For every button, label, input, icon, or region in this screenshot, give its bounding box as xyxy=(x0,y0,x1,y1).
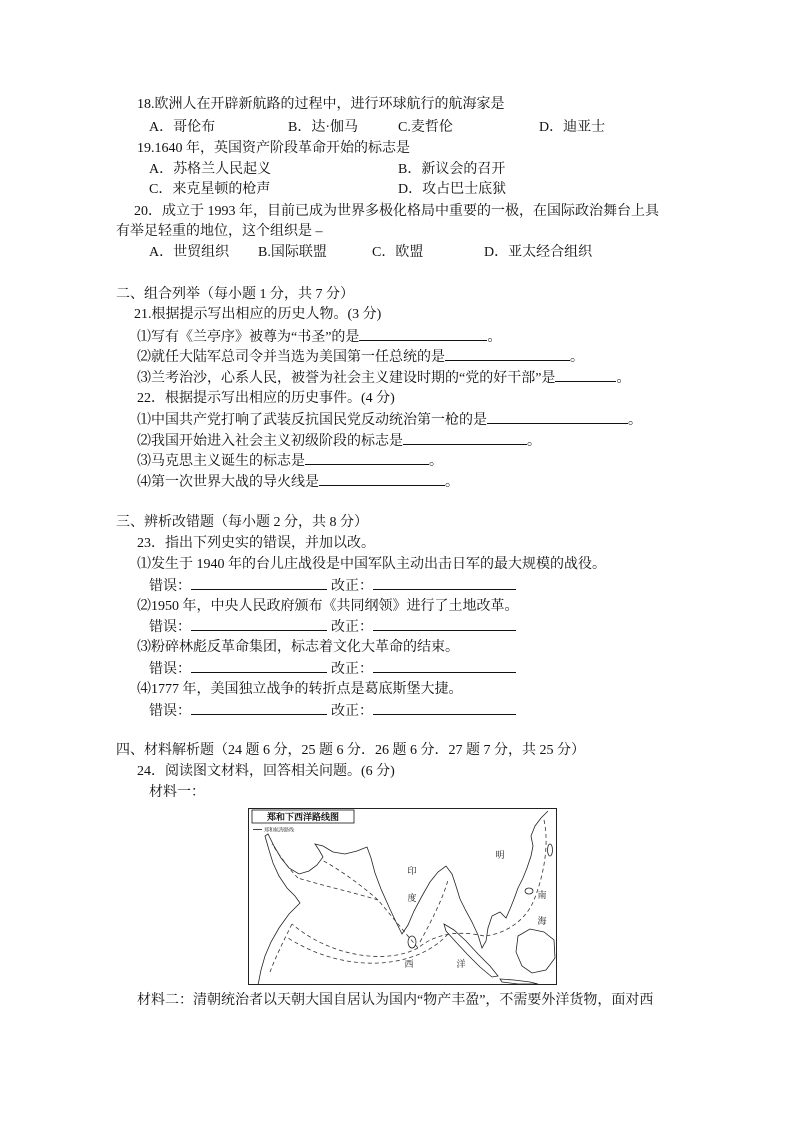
q22-item-2 xyxy=(137,432,541,450)
q23-item-2: ⑵1950 年，中央人民政府颁布《共同纲领》进行了土地改革。 xyxy=(137,599,519,614)
q19-option-b: B．新议会的召开 xyxy=(398,162,506,177)
q21-item-2-text: ⑵就任大陆军总司令并当选为美国第一任总统的是 xyxy=(137,350,445,365)
map-frame xyxy=(249,809,557,985)
q18-stem: 18.欧洲人在开辟新航路的过程中，进行环球航行的航海家是 xyxy=(137,97,505,112)
map-label-nan: 南 xyxy=(537,891,547,901)
q23-item-4-answer-row xyxy=(149,702,516,720)
q23-item-3-answer-row xyxy=(149,660,516,678)
q19-option-c: C．来克星顿的枪声 xyxy=(149,182,271,197)
error-label: 错误： xyxy=(149,579,191,594)
map-label-du: 度 xyxy=(407,894,417,904)
answer-blank xyxy=(319,473,445,486)
answer-blank xyxy=(305,452,429,465)
q20-stem-line2: 有举足轻重的地位，这个组织是 – xyxy=(116,224,323,239)
q20-option-b: B.国际联盟 xyxy=(258,245,327,260)
q18-option-d: D．迪亚士 xyxy=(539,120,606,135)
material1-label: 材料一： xyxy=(149,785,205,800)
answer-blank xyxy=(359,328,487,341)
error-label: 错误： xyxy=(149,704,191,719)
q21-item-3 xyxy=(137,369,630,387)
q20-stem-line1: 20．成立于 1993 年，目前已成为世界多极化格局中重要的一极，在国际政治舞台上具 xyxy=(134,204,659,219)
q23-item-3: ⑶粉碎林彪反革命集团，标志着文化大革命的结束。 xyxy=(137,640,459,655)
map-legend-text: 郑和航海路线 xyxy=(264,827,295,834)
q23-item-2-answer-row xyxy=(149,618,516,636)
fix-label: 改正： xyxy=(331,704,373,719)
q23-item-4: ⑷1777 年，美国独立战争的转折点是葛底斯堡大捷。 xyxy=(137,682,463,697)
q20-options xyxy=(0,244,794,262)
q22-item-4 xyxy=(137,473,459,491)
q20-option-c: C．欧盟 xyxy=(372,245,424,260)
q19-options-row2 xyxy=(0,181,794,199)
q22-item-1-text: ⑴中国共产党打响了武装反抗国民党反动统治第一枪的是 xyxy=(137,413,487,428)
section4-heading: 四、材料解析题（24 题 6 分，25 题 6 分．26 题 6 分．27 题 7 分，共 25 分） xyxy=(116,743,585,758)
q21-item-1 xyxy=(137,328,501,346)
answer-blank xyxy=(487,411,628,424)
answer-blank xyxy=(373,702,516,715)
q21-item-3-end: 。 xyxy=(616,371,631,386)
q18-options xyxy=(0,119,794,137)
answer-blank xyxy=(191,577,327,590)
fix-label: 改正： xyxy=(331,662,373,677)
q21-item-1-end: 。 xyxy=(487,330,502,345)
q22-stem: 22．根据提示写出相应的历史事件。(4 分) xyxy=(137,391,395,406)
map-label-xi: 西 xyxy=(404,960,414,970)
q19-options-row1 xyxy=(0,161,794,179)
q22-item-4-end: 。 xyxy=(445,475,459,490)
q20-option-a: A．世贸组织 xyxy=(149,245,230,260)
section3-heading: 三、辨析改错题（每小题 2 分，共 8 分） xyxy=(116,515,368,530)
answer-blank xyxy=(445,348,570,361)
map-svg xyxy=(248,808,557,985)
q22-item-2-text: ⑵我国开始进入社会主义初级阶段的标志是 xyxy=(137,434,403,449)
answer-blank xyxy=(191,702,327,715)
q22-item-3-text: ⑶马克思主义诞生的标志是 xyxy=(137,454,305,469)
q22-item-4-text: ⑷第一次世界大战的导火线是 xyxy=(137,475,319,490)
q18-option-c: C.麦哲伦 xyxy=(398,120,453,135)
q22-item-2-end: 。 xyxy=(527,434,541,449)
q22-item-3-end: 。 xyxy=(429,454,443,469)
q23-stem: 23．指出下列史实的错误，并加以改。 xyxy=(137,536,375,551)
answer-blank xyxy=(373,660,516,673)
map-label-ming: 明 xyxy=(495,851,505,861)
fix-label: 改正： xyxy=(331,579,373,594)
answer-blank xyxy=(555,369,616,382)
q21-item-2 xyxy=(137,348,584,366)
q19-stem: 19.1640 年，英国资产阶段革命开始的标志是 xyxy=(137,141,410,156)
section2-heading: 二、组合列举（每小题 1 分，共 7 分） xyxy=(116,287,354,302)
map-label-yin: 印 xyxy=(407,867,417,877)
q23-item-1-answer-row xyxy=(149,577,516,595)
zheng-he-voyage-map xyxy=(248,808,557,985)
error-label: 错误： xyxy=(149,620,191,635)
q22-item-1 xyxy=(137,411,642,429)
q21-item-2-end: 。 xyxy=(570,350,584,365)
q19-option-a: A．苏格兰人民起义 xyxy=(149,162,272,177)
q21-item-1-text: ⑴写有《兰亭序》被尊为“书圣”的是 xyxy=(137,330,360,345)
q19-option-d: D．攻占巴士底狱 xyxy=(398,182,507,197)
q23-item-1: ⑴发生于 1940 年的台儿庄战役是中国军队主动出击日军的最大规模的战役。 xyxy=(137,557,606,572)
q18-option-a: A．哥伦布 xyxy=(149,120,216,135)
answer-blank xyxy=(373,577,516,590)
fix-label: 改正： xyxy=(331,620,373,635)
map-label-hai: 海 xyxy=(537,917,547,927)
map-label-yang: 洋 xyxy=(456,960,466,970)
q22-item-1-end: 。 xyxy=(628,413,642,428)
q22-item-3 xyxy=(137,452,443,470)
q24-stem: 24．阅读图文材料，回答相关问题。(6 分) xyxy=(137,764,395,779)
answer-blank xyxy=(191,618,327,631)
q18-option-b: B．达·伽马 xyxy=(288,120,358,135)
answer-blank xyxy=(373,618,516,631)
map-title: 郑和下西洋路线图 xyxy=(266,813,340,823)
q20-option-d: D．亚太经合组织 xyxy=(484,245,593,260)
answer-blank xyxy=(191,660,327,673)
q21-stem: 21.根据提示写出相应的历史人物。(3 分) xyxy=(134,307,382,322)
error-label: 错误： xyxy=(149,662,191,677)
answer-blank xyxy=(403,432,527,445)
q21-item-3-text: ⑶兰考治沙，心系人民，被誉为社会主义建设时期的“党的好干部”是 xyxy=(137,371,556,386)
material2-text: 材料二：清朝统治者以天朝大国自居认为国内“物产丰盈”，不需要外洋货物，面对西 xyxy=(137,993,654,1008)
